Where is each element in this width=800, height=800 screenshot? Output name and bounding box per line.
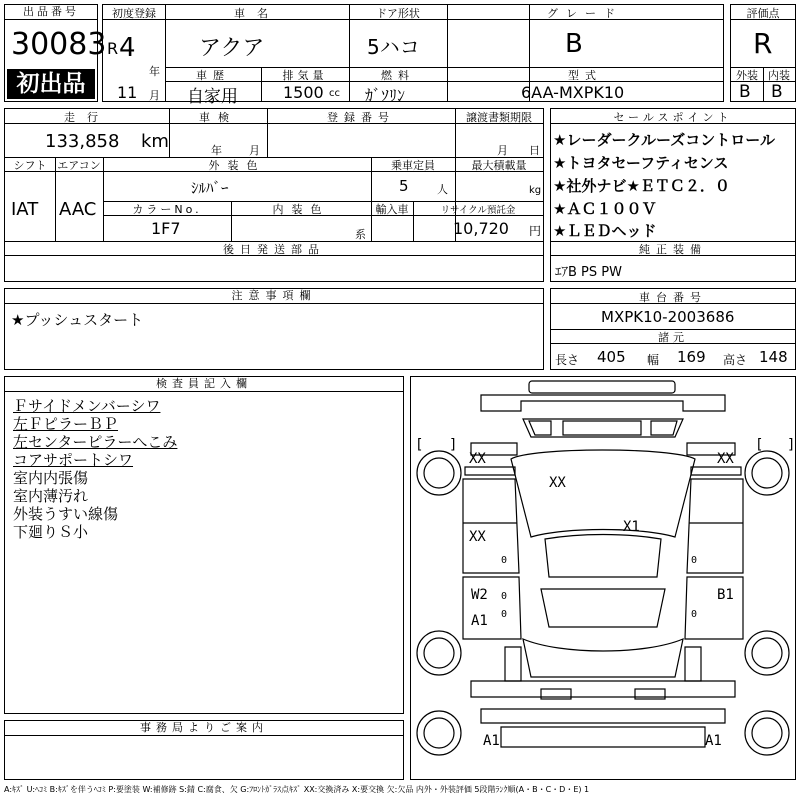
zero-mark: 0 bbox=[501, 555, 508, 566]
damage-mark: A1 bbox=[705, 733, 722, 749]
legend: A:ｷｽﾞ U:ﾍｺﾐ B:ｷｽﾞを伴うﾍｺﾐ P:要塗装 W:補修跡 S:錆 C:腐食、欠 G:ﾌﾛﾝﾄｶﾞﾗｽ点ｷｽﾞ XX:交換済み X:要交換 欠:欠品 内外・外装評価 5段階ﾗﾝｸ順(A・B・C・D・E) 1 bbox=[4, 785, 590, 794]
displacement-label: 排気量 bbox=[282, 69, 328, 82]
equipment-label: 純正装備 bbox=[639, 243, 707, 256]
damage-mark: A1 bbox=[471, 613, 488, 629]
interior-label: 内装 bbox=[768, 69, 790, 82]
bracket-mark: ] bbox=[449, 437, 458, 453]
shift-value: IAT bbox=[11, 199, 39, 220]
inspector-line: 室内薄汚れ bbox=[13, 487, 89, 505]
length-label: 長さ bbox=[555, 353, 580, 367]
mileage-value: 133,858 bbox=[45, 131, 120, 152]
sales-point-item: ★社外ナビ★ＥＴＣ２．０ bbox=[553, 177, 730, 195]
later-parts-label: 後日発送部品 bbox=[223, 243, 325, 256]
zero-mark: 0 bbox=[501, 591, 508, 602]
lot-number: 30083 bbox=[11, 27, 107, 62]
ac-label: エアコン bbox=[57, 159, 101, 172]
equipment-value: ｴｱB PS PW bbox=[555, 265, 622, 280]
car-name-label: 車名 bbox=[234, 7, 280, 20]
load-unit: kg bbox=[529, 185, 542, 196]
history-label: 車歴 bbox=[196, 69, 230, 82]
sales-point-item: ★ＬＥＤヘッド bbox=[553, 222, 657, 240]
damage-mark: XX bbox=[469, 451, 486, 467]
grade-value: B bbox=[565, 29, 583, 59]
fuel-label: 燃料 bbox=[381, 69, 415, 82]
load-label: 最大積載量 bbox=[471, 159, 527, 172]
chassis-box bbox=[550, 288, 796, 370]
zero-mark: 0 bbox=[691, 555, 698, 566]
damage-mark: A1 bbox=[483, 733, 500, 749]
exterior-label: 外装 bbox=[736, 69, 758, 82]
history-value: 自家用 bbox=[187, 87, 238, 107]
damage-mark: XX bbox=[717, 451, 734, 467]
mileage-unit: km bbox=[141, 131, 169, 152]
inspection-label: 車検 bbox=[199, 111, 237, 124]
capacity-label: 乗車定員 bbox=[391, 159, 435, 172]
reg-era: R bbox=[107, 39, 119, 58]
fuel-value: ｶﾞｿﾘﾝ bbox=[365, 86, 406, 105]
damage-mark: B1 bbox=[717, 587, 734, 603]
bracket-mark: [ bbox=[755, 437, 764, 453]
sales-points-box bbox=[550, 108, 796, 282]
detail-box bbox=[4, 108, 544, 282]
sales-point-item: ★ＡＣ１００Ｖ bbox=[553, 200, 657, 218]
transfer-day-unit: 日 bbox=[529, 144, 540, 157]
damage-mark: W2 bbox=[471, 587, 488, 603]
reg-month: 11 bbox=[117, 83, 138, 102]
damage-mark: XX bbox=[549, 475, 566, 491]
reg-year: 4 bbox=[119, 33, 136, 63]
chassis-label: 車台番号 bbox=[639, 291, 707, 304]
first-listing-badge: 初出品 bbox=[7, 69, 95, 99]
height-value: 148 bbox=[759, 348, 788, 366]
import-label: 輸入車 bbox=[375, 203, 409, 216]
inspector-line: 下廻りＳ小 bbox=[13, 523, 89, 541]
height-label: 高さ bbox=[723, 353, 748, 367]
width-value: 169 bbox=[677, 348, 706, 366]
model-value: 6AA-MXPK10 bbox=[521, 83, 625, 102]
recycle-label: リサイクル預託金 bbox=[440, 205, 516, 216]
damage-mark: X1 bbox=[623, 519, 640, 535]
zero-mark: 0 bbox=[501, 609, 508, 620]
capacity-value: 5 bbox=[399, 177, 409, 195]
inspector-line: 左センターピラーへこみ bbox=[13, 433, 178, 451]
first-reg-label: 初度登録 bbox=[112, 7, 156, 20]
recycle-unit: 円 bbox=[529, 224, 542, 238]
recycle-value: 10,720 bbox=[453, 219, 509, 238]
notes-value: ★プッシュスタート bbox=[11, 311, 144, 329]
interior-color-unit: 系 bbox=[355, 228, 366, 241]
inspector-line: 室内内張傷 bbox=[13, 469, 89, 487]
inspection-month-unit: 月 bbox=[249, 144, 260, 157]
transfer-month-unit: 月 bbox=[497, 144, 508, 157]
zero-mark: 0 bbox=[691, 609, 698, 620]
door-type: 5ハコ bbox=[367, 35, 420, 59]
car-diagram-box bbox=[410, 376, 796, 780]
inspector-line: コアサポートシワ bbox=[13, 451, 134, 469]
displacement-value: 1500 bbox=[283, 83, 324, 102]
shift-label: シフト bbox=[13, 159, 47, 172]
vehicle-header-box bbox=[102, 4, 724, 107]
sales-points-label: セールスポイント bbox=[613, 111, 733, 124]
transfer-label: 譲渡書類期限 bbox=[466, 111, 532, 124]
score-box bbox=[730, 4, 796, 102]
inspector-line: 外装うすい線傷 bbox=[13, 505, 119, 523]
inspector-box bbox=[4, 376, 404, 714]
reg-month-unit: 月 bbox=[149, 89, 160, 102]
chassis-number: MXPK10-2003686 bbox=[601, 308, 735, 326]
inspector-label: 検査員記入欄 bbox=[5, 377, 403, 392]
reg-year-unit: 年 bbox=[149, 65, 160, 78]
mileage-label: 走行 bbox=[64, 111, 110, 124]
model-label: 型式 bbox=[568, 69, 602, 82]
sales-point-item: ★レーダークルーズコントロール bbox=[553, 131, 775, 149]
sales-point-item: ★トヨタセーフティセンス bbox=[553, 154, 729, 172]
notes-label: 注意事項欄 bbox=[5, 289, 543, 304]
score-value: R bbox=[753, 27, 773, 60]
color-no-value: 1F7 bbox=[151, 219, 181, 238]
inspection-year-unit: 年 bbox=[211, 144, 222, 157]
car-diagram bbox=[411, 377, 795, 779]
door-type-label: ドア形状 bbox=[376, 7, 420, 20]
grade-label: グレード bbox=[547, 7, 623, 20]
dimensions-label: 諸元 bbox=[658, 331, 688, 344]
ac-value: AAC bbox=[59, 199, 97, 220]
interior-color-label: 内装色 bbox=[272, 203, 330, 216]
length-value: 405 bbox=[597, 348, 626, 366]
width-label: 幅 bbox=[647, 353, 660, 367]
color-no-label: カラーNo. bbox=[132, 203, 202, 216]
color-label: 外装色 bbox=[208, 159, 266, 172]
bracket-mark: [ bbox=[415, 437, 424, 453]
displacement-unit: cc bbox=[329, 88, 340, 99]
office-label: 事務局よりご案内 bbox=[5, 721, 403, 736]
interior-score: B bbox=[771, 82, 783, 102]
score-label: 評価点 bbox=[746, 7, 780, 20]
notes-box bbox=[4, 288, 544, 370]
inspector-line: 左ＦピラーＢＰ bbox=[13, 415, 119, 433]
color-value: ｼﾙﾊﾞｰ bbox=[191, 179, 229, 197]
exterior-score: B bbox=[739, 82, 751, 102]
capacity-unit: 人 bbox=[437, 183, 448, 196]
inspector-line: Ｆサイドメンバーシワ bbox=[13, 397, 161, 415]
plate-label: 登録番号 bbox=[327, 111, 395, 124]
damage-mark: XX bbox=[469, 529, 486, 545]
bracket-mark: ] bbox=[787, 437, 795, 453]
lot-info-box bbox=[4, 4, 107, 102]
office-box bbox=[4, 720, 404, 780]
car-name: アクア bbox=[199, 36, 265, 61]
lot-number-label: 出品番号 bbox=[5, 5, 97, 20]
